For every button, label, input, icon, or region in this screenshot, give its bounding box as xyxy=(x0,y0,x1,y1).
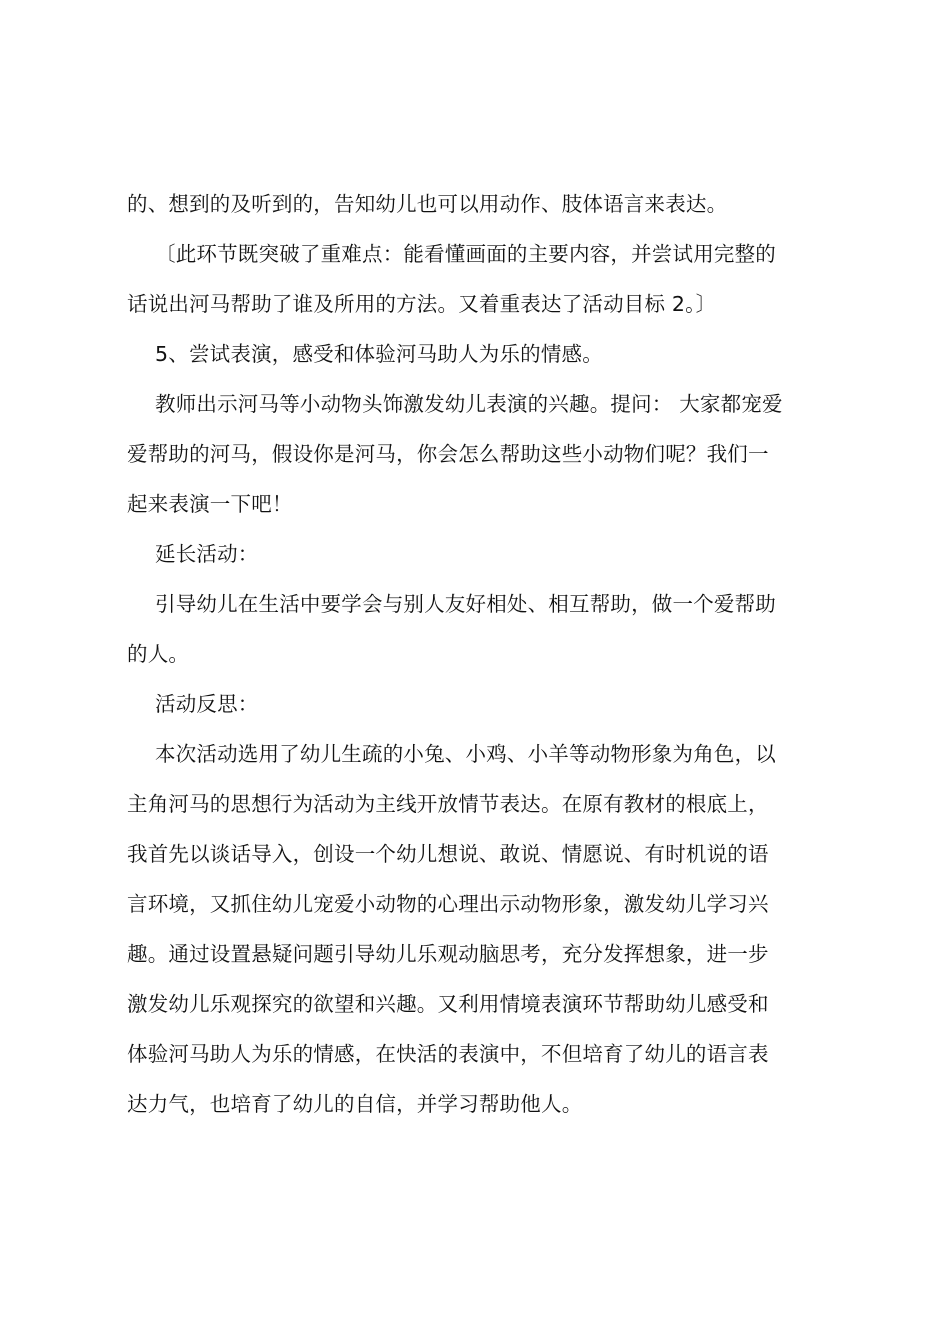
section-heading: 活动反思： xyxy=(155,692,259,716)
text-line: 〔此环节既突破了重难点：能看懂画面的主要内容，并尝试用完整的 xyxy=(155,242,776,266)
text-line: 趣。通过设置悬疑问题引导幼儿乐观动脑思考，充分发挥想象，进一步 xyxy=(127,942,769,966)
text-line: 教师出示河马等小动物头饰激发幼儿表演的兴趣。提问： 大家都宠爱 xyxy=(155,392,783,416)
text-line: 话说出河马帮助了谁及所用的方法。又着重表达了活动目标 2。〕 xyxy=(127,292,717,316)
document-body xyxy=(127,179,833,1129)
text-line: 言环境，又抓住幼儿宠爱小动物的心理出示动物形象，激发幼儿学习兴 xyxy=(127,892,769,916)
text-line: 的人。 xyxy=(127,642,190,666)
section-heading: 延长活动： xyxy=(155,542,259,566)
text-line: 我首先以谈话导入，创设一个幼儿想说、敢说、情愿说、有时机说的语 xyxy=(127,842,769,866)
text-line: 体验河马助人为乐的情感，在快活的表演中，不但培育了幼儿的语言表 xyxy=(127,1042,769,1066)
text-line: 的、想到的及听到的，告知幼儿也可以用动作、肢体语言来表达。 xyxy=(127,192,728,216)
text-line: 主角河马的思想行为活动为主线开放情节表达。在原有教材的根底上， xyxy=(127,792,769,816)
text-line: 引导幼儿在生活中要学会与别人友好相处、相互帮助，做一个爱帮助 xyxy=(155,592,776,616)
text-line: 起来表演一下吧！ xyxy=(127,492,293,516)
text-line: 爱帮助的河马，假设你是河马，你会怎么帮助这些小动物们呢？我们一 xyxy=(127,442,769,466)
section-heading: 5、尝试表演，感受和体验河马助人为乐的情感。 xyxy=(155,342,603,366)
text-line: 本次活动选用了幼儿生疏的小兔、小鸡、小羊等动物形象为角色，以 xyxy=(155,742,776,766)
text-line: 激发幼儿乐观探究的欲望和兴趣。又利用情境表演环节帮助幼儿感受和 xyxy=(127,992,769,1016)
text-line: 达力气，也培育了幼儿的自信，并学习帮助他人。 xyxy=(127,1092,583,1116)
